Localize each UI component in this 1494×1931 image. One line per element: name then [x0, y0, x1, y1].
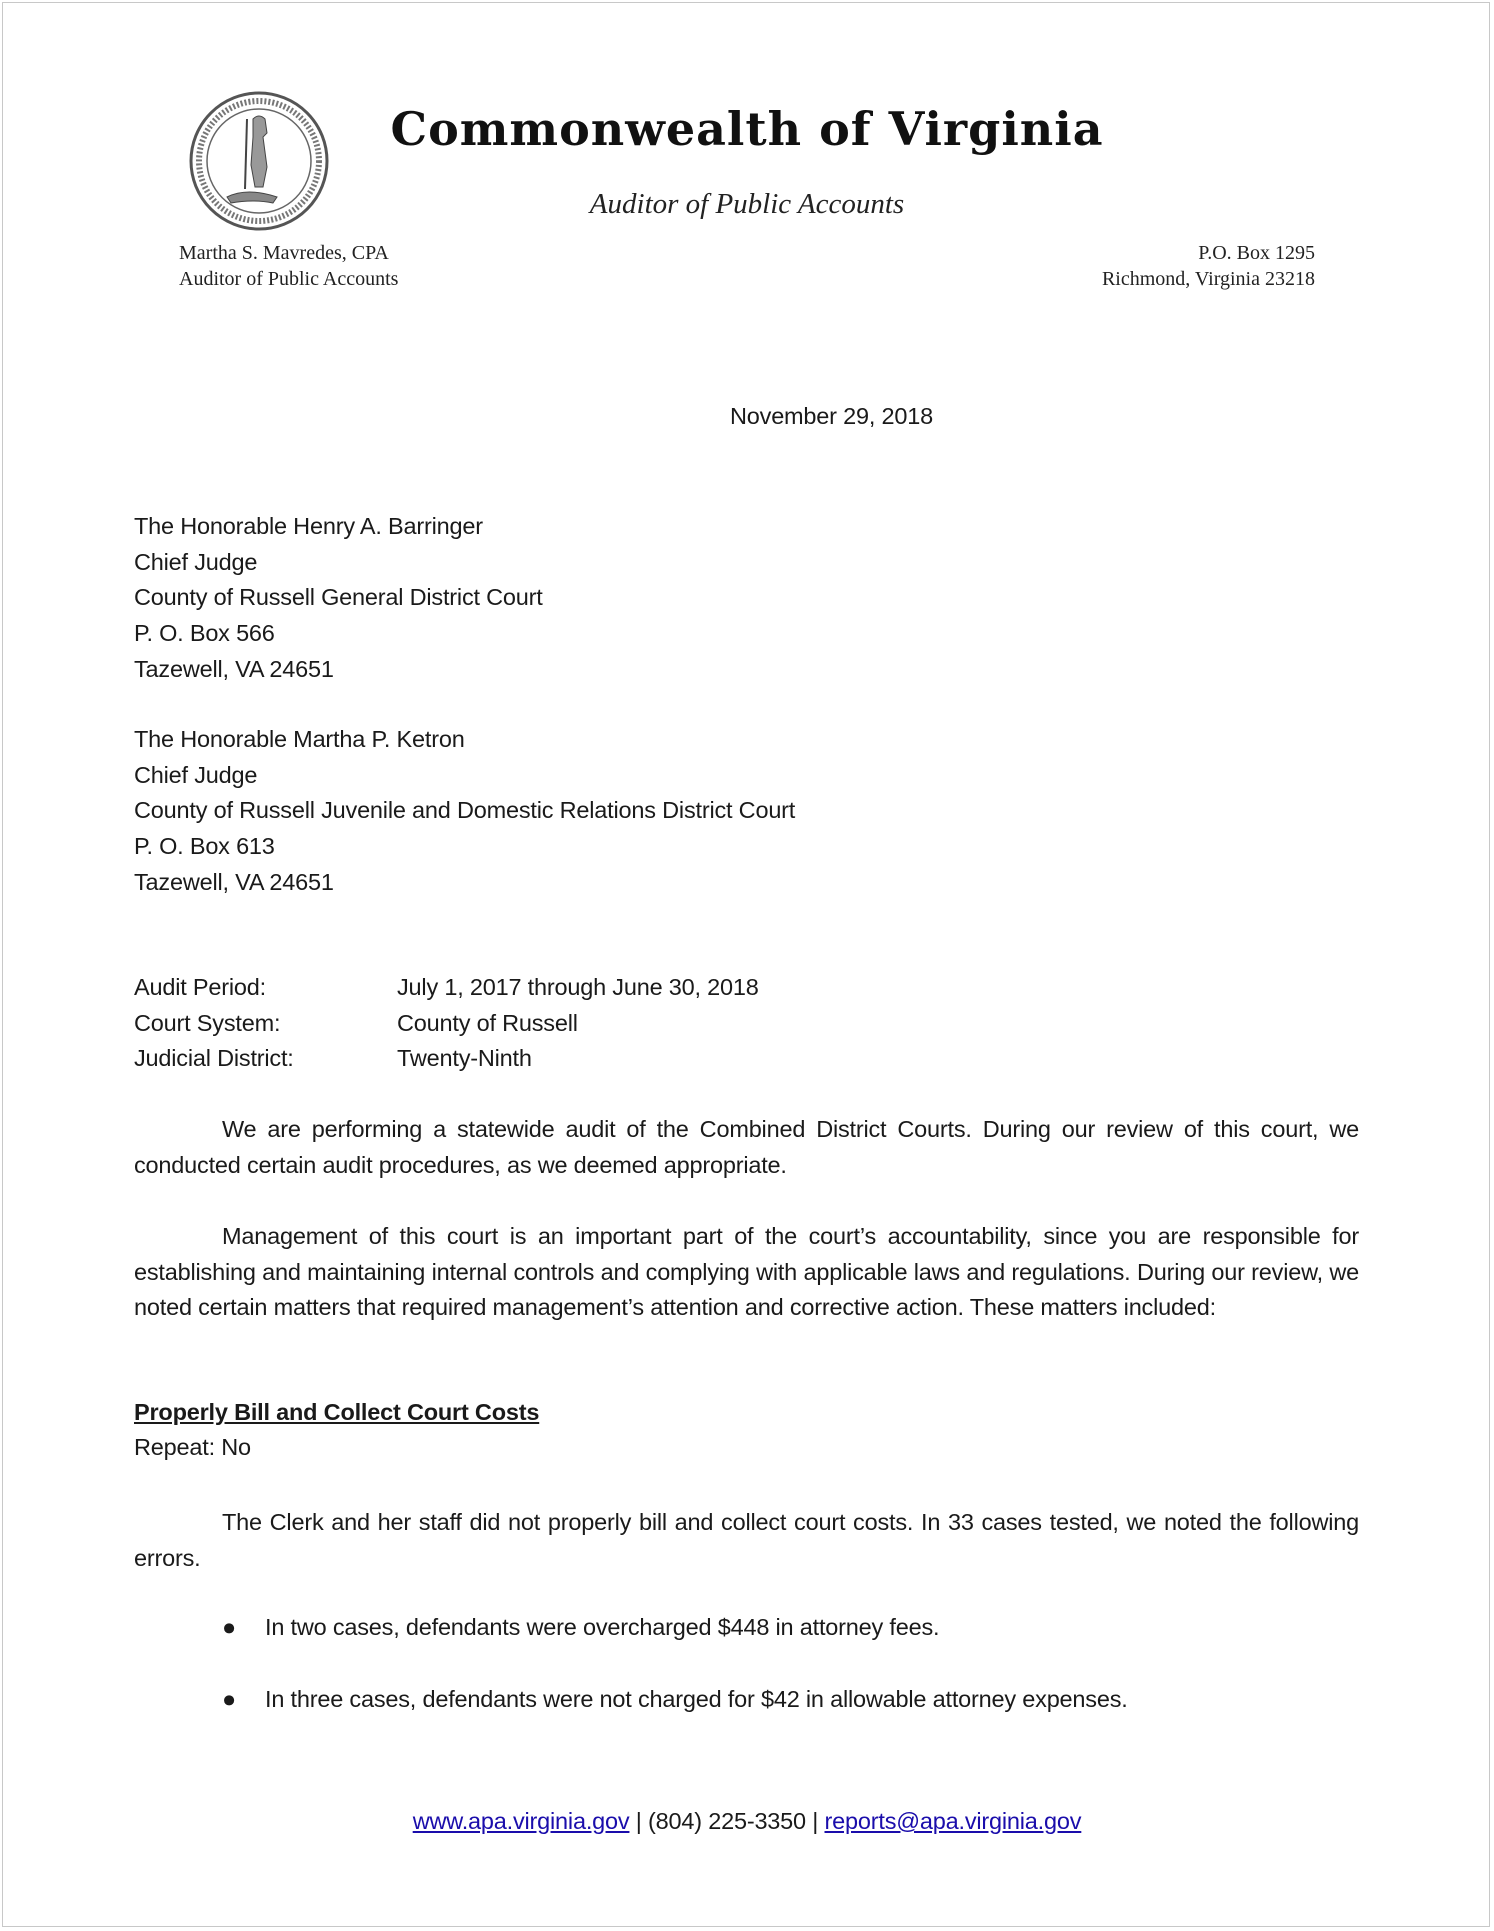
office-city: Richmond, Virginia 23218 [1101, 268, 1315, 290]
recipient-line: Chief Judge [134, 761, 258, 788]
detail-row [134, 1041, 1034, 1077]
paragraph-intro: We are performing a statewide audit of the Combined District Courts. During our review of this court, we conducted certain audit procedures, as we deemed appropriate. [134, 1116, 1359, 1178]
recipient-line: Tazewell, VA 24651 [134, 868, 334, 895]
letter-date: November 29, 2018 [730, 403, 934, 429]
recipient-block-1 [134, 509, 543, 688]
detail-row [134, 970, 1034, 1006]
detail-row [134, 1006, 1034, 1042]
recipient-line: County of Russell Juvenile and Domestic Relations District Court [134, 797, 796, 824]
office-po-box: P.O. Box 1295 [1198, 242, 1315, 264]
detail-value: County of Russell [397, 1009, 578, 1036]
phone-number: (804) 225-3350 [648, 1808, 806, 1834]
recipient-line: County of Russell General District Court [134, 584, 543, 611]
finding-bullet: In two cases, defendants were overcharged $448 in attorney fees. [265, 1614, 940, 1640]
audit-details [134, 970, 1034, 1077]
finding-text: The Clerk and her staff did not properly bill and collect court costs. In 33 cases tested, we noted the following errors. [134, 1509, 1359, 1571]
recipient-line: The Honorable Martha P. Ketron [134, 726, 465, 752]
footer-separator: | [805, 1808, 825, 1834]
website-link[interactable]: www.apa.virginia.gov [412, 1808, 630, 1834]
bullet-icon: ● [222, 1686, 236, 1712]
paragraph-management: Management of this court is an important part of the court’s accountability, since you are responsible for establishing and maintaining internal controls and complying with applicable laws and regulations. During our review, we noted certain matters that required management’s attention and corrective action. These matters included: [134, 1223, 1359, 1321]
finding-heading: Properly Bill and Collect Court Costs [134, 1399, 540, 1425]
recipient-line: P. O. Box 613 [134, 833, 275, 860]
footer-separator: | [629, 1808, 649, 1834]
recipient-block-2 [134, 722, 795, 901]
recipient-line: Chief Judge [134, 548, 258, 575]
detail-value: July 1, 2017 through June 30, 2018 [397, 974, 759, 1000]
recipient-line: Tazewell, VA 24651 [134, 655, 334, 682]
auditor-name: Martha S. Mavredes, CPA [179, 242, 389, 264]
letterhead-title: Commonwealth of Virginia [390, 102, 1104, 156]
footer [0, 1808, 1494, 1835]
detail-value: Twenty-Ninth [397, 1045, 532, 1072]
detail-label: Court System: [134, 1009, 281, 1036]
recipient-line: The Honorable Henry A. Barringer [134, 513, 483, 539]
recipient-line: P. O. Box 566 [134, 620, 275, 647]
letterhead-subtitle: Auditor of Public Accounts [589, 188, 905, 220]
finding-repeat: Repeat: No [134, 1434, 251, 1460]
auditor-title: Auditor of Public Accounts [179, 268, 399, 290]
bullet-icon: ● [222, 1614, 236, 1640]
detail-label: Judicial District: [134, 1045, 294, 1072]
email-link[interactable]: reports@apa.virginia.gov [824, 1808, 1082, 1834]
detail-label: Audit Period: [134, 974, 266, 1000]
finding-bullet: In three cases, defendants were not charged for $42 in allowable attorney expenses. [265, 1686, 1128, 1712]
